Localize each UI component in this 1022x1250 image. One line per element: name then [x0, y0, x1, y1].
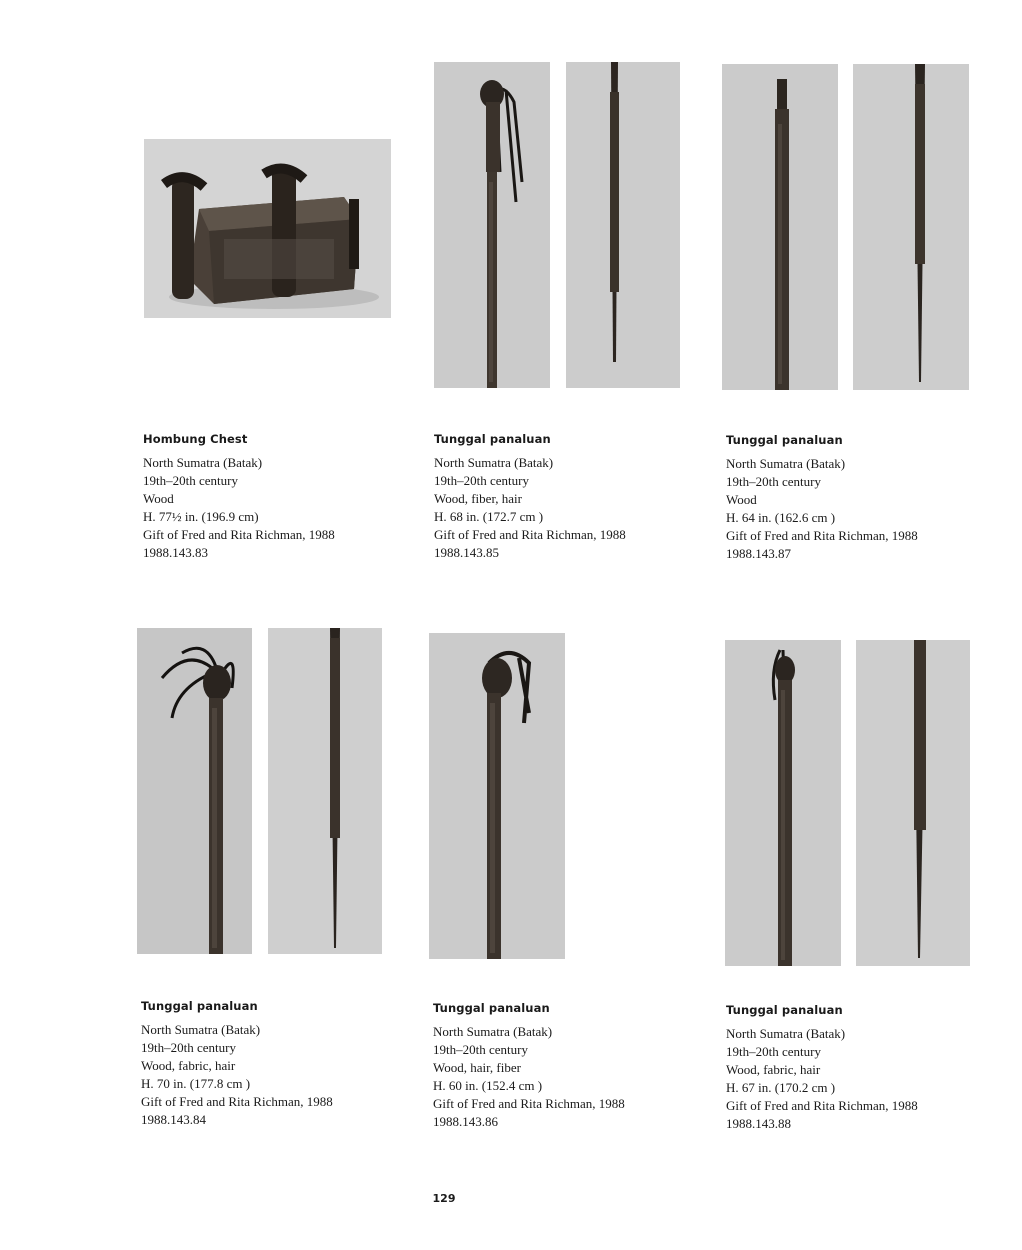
caption-dimensions: H. 67 in. (170.2 cm ) — [726, 1080, 836, 1095]
caption-credit: Gift of Fred and Rita Richman, 1988 — [726, 528, 918, 543]
object-caption — [143, 432, 383, 562]
caption-origin: North Sumatra (Batak) — [141, 1022, 261, 1037]
caption-date: 19th–20th century — [141, 1040, 236, 1055]
caption-dimensions: H. 70 in. (177.8 cm ) — [141, 1076, 251, 1091]
object-caption — [434, 432, 674, 562]
object-title: Tunggal panaluan — [726, 433, 843, 447]
object-caption — [141, 999, 381, 1129]
caption-credit: Gift of Fred and Rita Richman, 1988 — [143, 527, 335, 542]
caption-accession: 1988.143.86 — [433, 1114, 498, 1129]
caption-accession: 1988.143.87 — [726, 546, 791, 561]
object-title: Tunggal panaluan — [141, 999, 258, 1013]
object-caption — [433, 1001, 673, 1131]
caption-credit: Gift of Fred and Rita Richman, 1988 — [433, 1096, 625, 1111]
object-caption — [726, 433, 966, 563]
staff-top-photo — [434, 62, 550, 388]
object-title: Tunggal panaluan — [726, 1003, 843, 1017]
caption-date: 19th–20th century — [433, 1042, 528, 1057]
object-title: Hombung Chest — [143, 432, 248, 446]
caption-origin: North Sumatra (Batak) — [726, 1026, 846, 1041]
caption-origin: North Sumatra (Batak) — [143, 455, 263, 470]
caption-origin: North Sumatra (Batak) — [433, 1024, 553, 1039]
caption-origin: North Sumatra (Batak) — [434, 455, 554, 470]
staff-top-photo — [137, 628, 252, 954]
staff-top-photo — [725, 640, 841, 966]
caption-dimensions: H. 68 in. (172.7 cm ) — [434, 509, 544, 524]
caption-accession: 1988.143.84 — [141, 1112, 206, 1127]
staff-top-photo — [429, 633, 565, 959]
object-title: Tunggal panaluan — [434, 432, 551, 446]
staff-bottom-photo — [853, 64, 969, 390]
caption-medium: Wood, hair, fiber — [433, 1060, 521, 1075]
caption-dimensions: H. 77½ in. (196.9 cm) — [143, 509, 259, 524]
caption-origin: North Sumatra (Batak) — [726, 456, 846, 471]
caption-medium: Wood — [726, 492, 757, 507]
caption-date: 19th–20th century — [726, 474, 821, 489]
object-caption — [726, 1003, 966, 1133]
caption-credit: Gift of Fred and Rita Richman, 1988 — [141, 1094, 333, 1109]
caption-medium: Wood — [143, 491, 174, 506]
caption-dimensions: H. 64 in. (162.6 cm ) — [726, 510, 836, 525]
caption-date: 19th–20th century — [143, 473, 238, 488]
page-number: 129 — [432, 1192, 456, 1205]
caption-date: 19th–20th century — [726, 1044, 821, 1059]
staff-bottom-photo — [856, 640, 970, 966]
hombung-chest-photo — [144, 139, 391, 318]
object-title: Tunggal panaluan — [433, 1001, 550, 1015]
caption-accession: 1988.143.83 — [143, 545, 208, 560]
caption-credit: Gift of Fred and Rita Richman, 1988 — [434, 527, 626, 542]
staff-bottom-photo — [268, 628, 382, 954]
caption-medium: Wood, fabric, hair — [726, 1062, 821, 1077]
staff-top-photo — [722, 64, 838, 390]
caption-accession: 1988.143.88 — [726, 1116, 791, 1131]
staff-bottom-photo — [566, 62, 680, 388]
caption-medium: Wood, fabric, hair — [141, 1058, 236, 1073]
caption-date: 19th–20th century — [434, 473, 529, 488]
caption-credit: Gift of Fred and Rita Richman, 1988 — [726, 1098, 918, 1113]
caption-medium: Wood, fiber, hair — [434, 491, 522, 506]
caption-dimensions: H. 60 in. (152.4 cm ) — [433, 1078, 543, 1093]
caption-accession: 1988.143.85 — [434, 545, 499, 560]
